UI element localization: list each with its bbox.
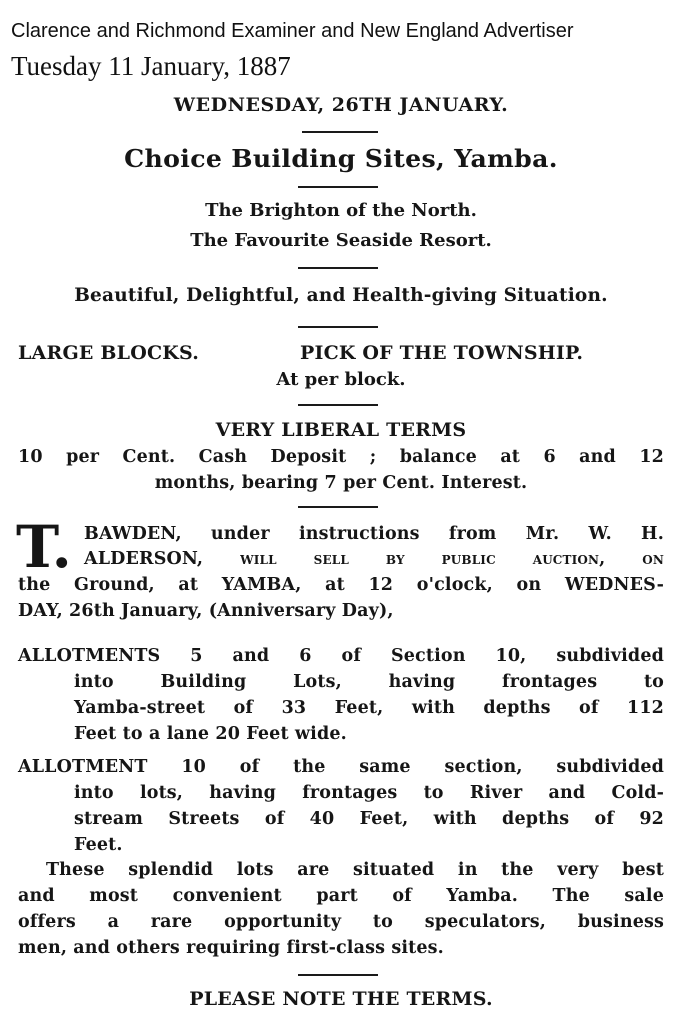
tagline-brighton: The Brighton of the North.	[205, 200, 477, 221]
terms-line: months, bearing 7 per Cent. Interest.	[154, 473, 528, 493]
pick-of-township: PICK OF THE TOWNSHIP.	[300, 342, 584, 364]
newspaper-title: Clarence and Richmond Examiner and New England Advertiser	[11, 20, 574, 42]
tagline-seaside: The Favourite Seaside Resort.	[190, 230, 492, 251]
footer-note: PLEASE NOTE THE TERMS.	[189, 988, 493, 1010]
allotment-line: into lots, having frontages to River and Cold-	[74, 783, 664, 803]
advert-headline: Choice Building Sites, Yamba.	[124, 144, 558, 173]
auction-line: BAWDEN, under instructions from Mr. W. H.	[84, 524, 664, 544]
allotment-line: stream Streets of 40 Feet, with depths of 92	[74, 809, 664, 829]
drop-cap: T.	[16, 513, 72, 581]
divider-rule	[298, 186, 378, 188]
closing-line: men, and others requiring first-class sites.	[18, 938, 444, 958]
auction-line: the Ground, at YAMBA, at 12 o'clock, on WEDNES-	[18, 575, 664, 595]
situation-line: Beautiful, Delightful, and Health-giving Situation.	[74, 285, 608, 306]
closing-line: offers a rare opportunity to speculators, business	[18, 912, 664, 932]
allotment-line: Feet.	[74, 835, 123, 855]
allotment-line: ALLOTMENTS 5 and 6 of Section 10, subdivided	[18, 646, 664, 666]
allotment-line: Feet to a lane 20 Feet wide.	[74, 724, 347, 744]
sale-date: WEDNESDAY, 26TH JANUARY.	[173, 94, 509, 116]
terms-heading: VERY LIBERAL TERMS	[215, 419, 467, 441]
allotment-line: ALLOTMENT 10 of the same section, subdivided	[18, 757, 664, 777]
divider-rule	[302, 131, 378, 133]
terms-line: 10 per Cent. Cash Deposit ; balance at 6 and 12	[18, 447, 664, 467]
per-block: At per block.	[276, 369, 406, 390]
closing-line: and most convenient part of Yamba. The sale	[18, 886, 664, 906]
large-blocks: LARGE BLOCKS.	[18, 342, 200, 364]
auction-line: ALDERSON, will sell by public auction, on	[84, 549, 664, 569]
issue-date: Tuesday 11 January, 1887	[11, 51, 291, 81]
divider-rule	[298, 404, 378, 406]
advertisement-clipping	[0, 86, 682, 1023]
allotment-line: Yamba-street of 33 Feet, with depths of 112	[74, 698, 664, 718]
divider-rule	[298, 267, 378, 269]
closing-line: These splendid lots are situated in the very best	[46, 860, 664, 880]
allotment-line: into Building Lots, having frontages to	[74, 672, 664, 692]
divider-rule	[298, 506, 378, 508]
auction-line: DAY, 26th January, (Anniversary Day),	[18, 601, 394, 621]
divider-rule	[298, 974, 378, 976]
divider-rule	[298, 326, 378, 328]
